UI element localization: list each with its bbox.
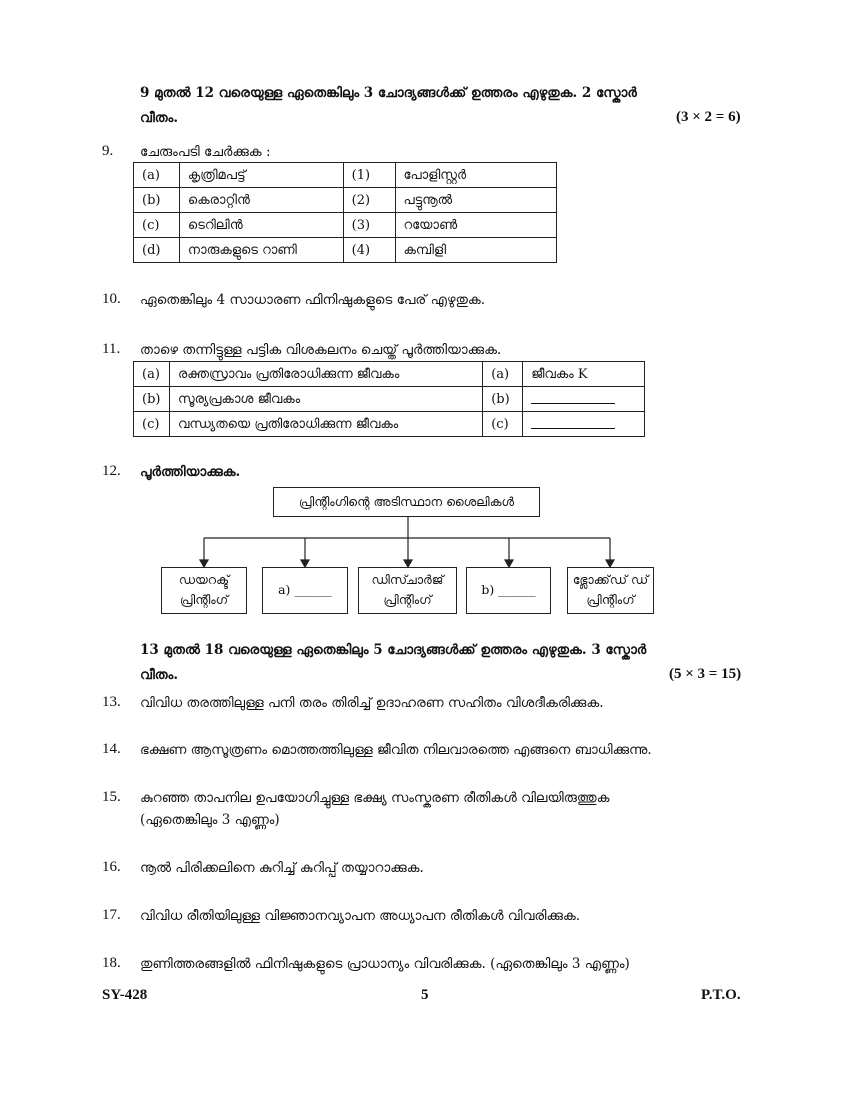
box-line: ഡിസ്ചാർജ് — [371, 572, 444, 587]
question-text: താഴെ തന്നിട്ടുള്ള പട്ടിക വിശകലനം ചെയ്ത് പൂർത്തിയാക്കുക. — [140, 342, 502, 358]
table-cell: (d) — [134, 238, 180, 263]
arrow-head — [200, 560, 208, 567]
table-cell: സൂര്യപ്രകാശ ജീവകം — [169, 387, 482, 412]
table-cell: (a) — [134, 362, 170, 387]
arrow-head — [606, 560, 614, 567]
page-number: 5 — [421, 987, 429, 1003]
diagram-child-box — [567, 567, 654, 614]
table-cell: ജീവകം K — [523, 362, 645, 387]
question-text: ഭക്ഷണ ആസൂത്രണം മൊത്തത്തിലുള്ള ജീവിത നിലവാരത്തെ എങ്ങനെ ബാധിക്കുന്നു. — [140, 742, 652, 758]
question-text: ചേരുംപടി ചേർക്കുക : — [140, 144, 271, 160]
section2-instruction-cont: വീതം. — [140, 667, 179, 683]
question-text-cont: (ഏതെങ്കിലും 3 എണ്ണം) — [140, 812, 280, 828]
table-cell: നാരുകളുടെ റാണി — [179, 238, 343, 263]
table-cell: (c) — [483, 412, 523, 437]
box-line: ഭ്ലോക്ക്‌ഡ് ഡ് — [572, 572, 649, 587]
section2-marks: (5 × 3 = 15) — [669, 666, 742, 682]
table-cell: (a) — [483, 362, 523, 387]
arrow-head — [505, 560, 513, 567]
table-cell: (2) — [343, 188, 395, 213]
question-number: 15. — [102, 789, 121, 805]
table-cell: (3) — [343, 213, 395, 238]
section1-instruction-cont: വീതം. — [140, 110, 179, 126]
table-cell: രക്തസ്രാവം പ്രതിരോധിക്കുന്ന ജീവകം — [169, 362, 482, 387]
question-number: 17. — [102, 907, 121, 923]
arrow-head — [404, 560, 412, 567]
table-cell: (b) — [134, 387, 170, 412]
box-line: ഡയറക്ട് — [178, 572, 230, 587]
box-line: പ്രിന്റിംഗ് — [586, 592, 635, 607]
question-number: 14. — [102, 741, 121, 757]
question-number: 16. — [102, 859, 121, 875]
question-text: നൂൽ പിരിക്കലിനെ കുറിച്ച് കുറിപ്പ് തയ്യാറാക്കുക. — [140, 860, 424, 876]
diagram-child-box — [161, 567, 247, 614]
pto-label: P.T.O. — [701, 987, 741, 1003]
question-text: വിവിധ തരത്തിലുള്ള പനി തരം തിരിച്ച് ഉദാഹരണ സഹിതം വിശദീകരിക്കുക. — [140, 695, 604, 711]
question-text: തുണിത്തരങ്ങളിൽ ഫിനിഷുകളുടെ പ്രാധാന്യം വിവരിക്കുക. (ഏതെങ്കിലും 3 എണ്ണം) — [140, 956, 630, 972]
section1-instruction: 9 മുതൽ 12 വരെയുള്ള ഏതെങ്കിലും 3 ചോദ്യങ്ങൾക്ക് ഉത്തരം എഴുതുക. 2 സ്കോർ — [140, 85, 637, 101]
table-cell: റയോൺ — [395, 213, 556, 238]
question-number: 11. — [102, 341, 121, 357]
diagram-child-box-blank — [262, 567, 348, 614]
question-number: 12. — [102, 463, 121, 479]
table-cell: (1) — [343, 163, 395, 188]
table-cell: കമ്പിളി — [395, 238, 556, 263]
question-text: പൂർത്തിയാക്കുക. — [140, 464, 241, 480]
table-cell: പട്ടുനൂൽ — [395, 188, 556, 213]
table-cell: പോളിസ്റ്റർ — [395, 163, 556, 188]
table-cell: (4) — [343, 238, 395, 263]
question-number: 18. — [102, 955, 121, 971]
table-cell: കെരാറ്റിൻ — [179, 188, 343, 213]
question-text: കുറഞ്ഞ താപനില ഉപയോഗിച്ചുള്ള ഭക്ഷ്യ സംസ്കരണ രീതികൾ വിലയിരുത്തുക — [140, 790, 610, 806]
section2-instruction: 13 മുതൽ 18 വരെയുള്ള ഏതെങ്കിലും 5 ചോദ്യങ്ങൾക്ക് ഉത്തരം എഴുതുക. 3 സ്കോർ — [140, 642, 647, 658]
diagram-root-box: പ്രിന്റിംഗിന്റെ അടിസ്ഥാന ശൈലികൾ — [273, 487, 540, 517]
question-number: 9. — [102, 143, 114, 159]
box-line: പ്രിന്റിംഗ് — [179, 592, 229, 607]
question-text: വിവിധ രീതിയിലുള്ള വിജ്ഞാനവ്യാപന അധ്യാപന രീതികൾ വിവരിക്കുക. — [140, 908, 581, 924]
question-number: 10. — [102, 291, 121, 307]
table-cell: (b) — [134, 188, 180, 213]
table-cell: കൃത്രിമപട്ട് — [179, 163, 343, 188]
box-line: പ്രിന്റിംഗ് — [383, 592, 432, 607]
diagram-child-box-blank — [466, 567, 551, 614]
question-text: ഏതെങ്കിലും 4 സാധാരണ ഫിനിഷുകളുടെ പേര് എഴുതുക. — [140, 292, 486, 308]
box-line: a) ______ — [278, 582, 332, 597]
table-cell: ടെറിലിൻ — [179, 213, 343, 238]
table-cell: വന്ധ്യതയെ പ്രതിരോധിക്കുന്ന ജീവകം — [169, 412, 482, 437]
arrow-head — [301, 560, 309, 567]
table-cell: (c) — [134, 412, 170, 437]
box-line: b) ______ — [481, 582, 536, 597]
table-cell: (a) — [134, 163, 180, 188]
diagram-child-box — [358, 567, 457, 614]
table-cell: (b) — [483, 387, 523, 412]
paper-code: SY-428 — [102, 987, 148, 1003]
question-number: 13. — [102, 694, 121, 710]
section1-marks: (3 × 2 = 6) — [676, 109, 741, 125]
table-cell: (c) — [134, 213, 180, 238]
